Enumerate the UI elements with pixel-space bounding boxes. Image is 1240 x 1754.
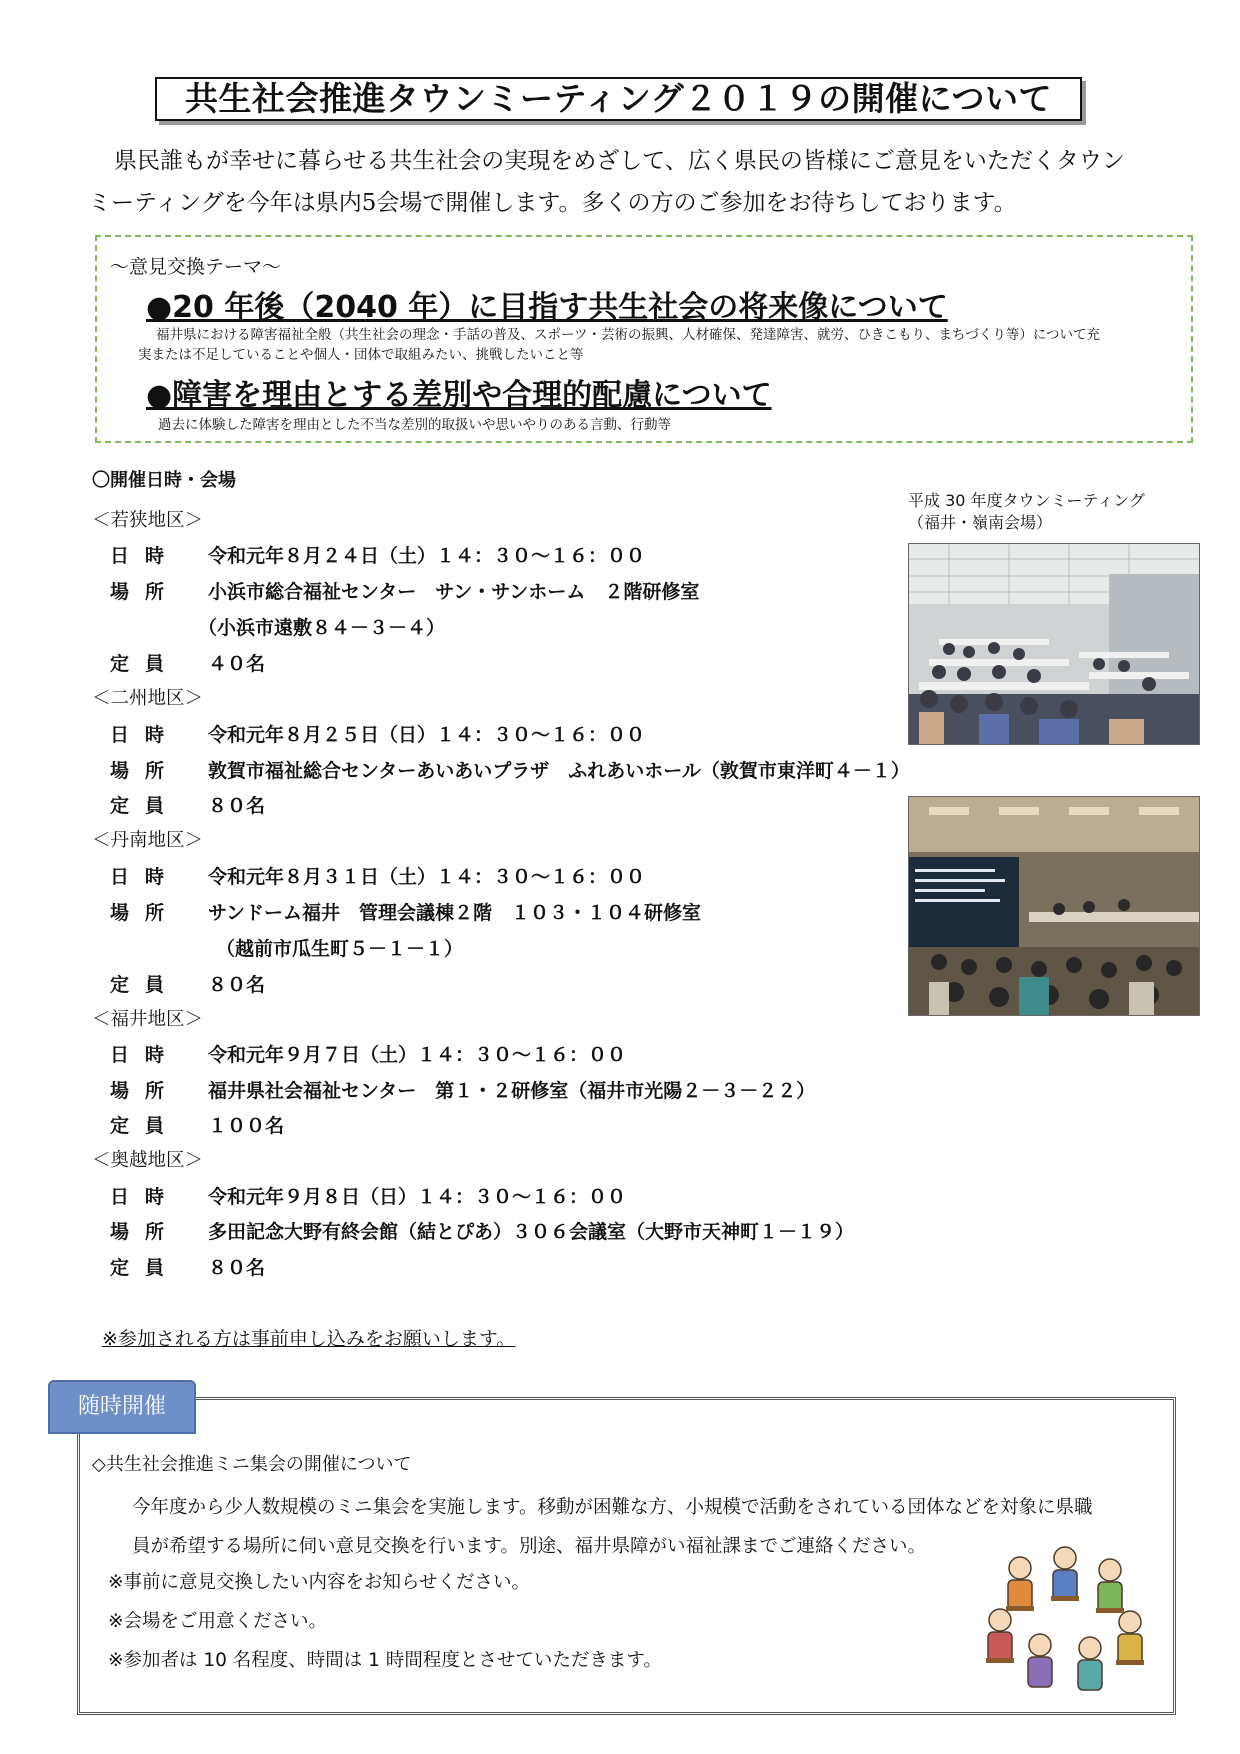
okuetsu-place-label: 場所 [110,1221,181,1243]
wakasa-date-label: 日時 [110,545,181,567]
tannan-date: 令和元年８月３１日（土）１４：３０～１６：００ [208,866,646,888]
nishu-capacity-label: 定員 [110,795,181,817]
schedule-heading: 〇開催日時・会場 [92,470,236,491]
mini-meeting-note-2: ※会場をご用意ください。 [108,1611,328,1632]
wakasa-place-address: （小浜市遠敷８４－３－４） [198,617,446,639]
theme-1-description [138,325,1188,365]
meeting-photo-1 [908,543,1200,745]
wakasa-date: 令和元年８月２４日（土）１４：３０～１６：００ [208,545,646,567]
okuetsu-capacity-label: 定員 [110,1257,181,1279]
registration-note: ※参加される方は事前申し込みをお願いします。 [102,1328,516,1350]
mini-meeting-body-line-1: 今年度から少人数規模のミニ集会を実施します。移動が困難な方、小規模で活動をされている団体などを対象に県職 [132,1497,1093,1518]
okuetsu-date: 令和元年９月８日（日）１４：３０～１６：００ [208,1186,627,1208]
tannan-capacity-label: 定員 [110,974,181,996]
intro-text [88,140,1178,224]
tannan-date-label: 日時 [110,866,181,888]
fukui-date-label: 日時 [110,1044,181,1066]
ongoing-tab: 随時開催 [48,1380,196,1434]
area-wakasa-label: ＜若狭地区＞ [92,510,204,531]
photo-caption-line-1: 平成 30 年度タウンミーティング [908,491,1145,510]
okuetsu-place: 多田記念大野有終会館（結とぴあ）３０６会議室（大野市天神町１－１９） [208,1221,855,1243]
group-discussion-illustration [980,1540,1150,1695]
mini-meeting-title: ◇共生社会推進ミニ集会の開催について [92,1454,412,1475]
theme-1-title: ●20 年後（2040 年）に目指す共生社会の将来像について [146,290,948,325]
photo-caption [908,490,1145,534]
theme-heading: ～意見交換テーマ～ [110,256,282,278]
nishu-place-label: 場所 [110,760,181,782]
wakasa-place-label: 場所 [110,581,181,603]
intro-line-2: ミーティングを今年は県内5会場で開催します。多くの方のご参加をお待ちしております。 [88,190,1017,216]
mini-meeting-note-1: ※事前に意見交換したい内容をお知らせください。 [108,1572,530,1593]
theme-2-title: ●障害を理由とする差別や合理的配慮について [146,378,772,413]
fukui-place: 福井県社会福祉センター 第１・２研修室（福井市光陽２－３－２２） [208,1080,816,1102]
okuetsu-date-label: 日時 [110,1186,181,1208]
wakasa-place: 小浜市総合福祉センター サン・サンホーム ２階研修室 [208,581,700,603]
fukui-capacity: １００名 [208,1115,285,1137]
okuetsu-capacity: ８０名 [208,1257,266,1279]
wakasa-capacity-label: 定員 [110,653,181,675]
area-nishu-label: ＜二州地区＞ [92,688,204,709]
theme-1-description-line-1: 福井県における障害福祉全般（共生社会の理念・手話の普及、スポーツ・芸術の振興、人材確保、発達障害、就労、ひきこもり、まちづくり等）について充 [156,327,1101,343]
nishu-place: 敦賀市福祉総合センターあいあいプラザ ふれあいホール（敦賀市東洋町４－１） [208,760,910,782]
nishu-capacity: ８０名 [208,795,266,817]
theme-2-description: 過去に体験した障害を理由とした不当な差別的取扱いや思いやりのある言動、行動等 [158,417,671,433]
wakasa-capacity: ４０名 [208,653,266,675]
nishu-date-label: 日時 [110,724,181,746]
page-title: 共生社会推進タウンミーティング２０１９の開催について [155,77,1082,121]
fukui-capacity-label: 定員 [110,1115,181,1137]
fukui-date: 令和元年９月７日（土）１４：３０～１６：００ [208,1044,627,1066]
tannan-place: サンドーム福井 管理会議棟２階 １０３・１０４研修室 [208,902,702,924]
area-fukui-label: ＜福井地区＞ [92,1009,204,1030]
tannan-place-address: （越前市瓜生町５－１－１） [216,938,464,960]
tannan-capacity: ８０名 [208,974,266,996]
tannan-place-label: 場所 [110,902,181,924]
nishu-date: 令和元年８月２５日（日）１４：３０～１６：００ [208,724,646,746]
area-okuetsu-label: ＜奥越地区＞ [92,1150,204,1171]
mini-meeting-note-3: ※参加者は 10 名程度、時間は 1 時間程度とさせていただきます。 [108,1650,662,1671]
intro-line-1: 県民誰もが幸せに暮らせる共生社会の実現をめざして、広く県民の皆様にご意見をいただくタウン [114,148,1125,174]
mini-meeting-body-line-2: 員が希望する場所に伺い意見交換を行います。別途、福井県障がい福祉課までご連絡ください。 [132,1536,927,1557]
theme-1-description-line-2: 実または不足していることや個人・団体で取組みたい、挑戦したいこと等 [138,347,584,363]
meeting-photo-2 [908,796,1200,1016]
area-tannan-label: ＜丹南地区＞ [92,830,204,851]
fukui-place-label: 場所 [110,1080,181,1102]
photo-caption-line-2: （福井・嶺南会場） [908,513,1053,532]
